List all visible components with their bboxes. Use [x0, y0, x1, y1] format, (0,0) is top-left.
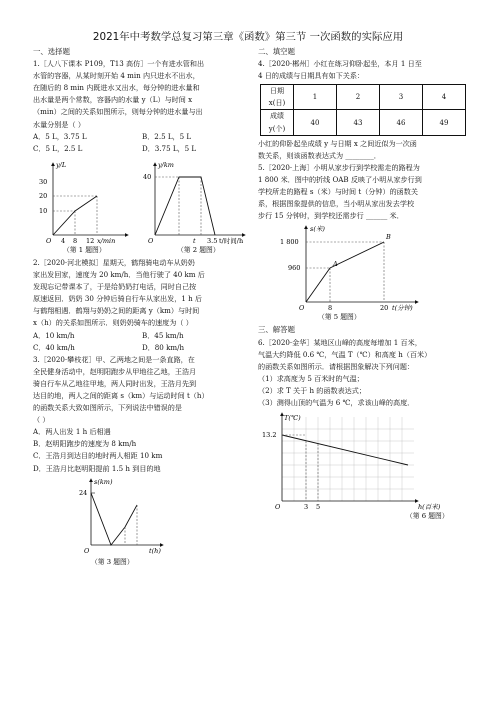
fig1-caption: （第 1 题图） [63, 245, 106, 253]
fig5-x-tick: 8 [328, 304, 333, 313]
fig6-y-label: T(℃) [284, 414, 301, 423]
table-cell: 4 [423, 85, 466, 110]
table-cell: 1 [294, 85, 337, 110]
fig5-x-tick: 20 [380, 304, 389, 313]
section-answer-heading: 三、解答题 [258, 325, 295, 335]
option-b: B．赵明阳跑步的速度为 8 km/h [33, 439, 137, 449]
fig5-x-label: t(分钟) [392, 304, 413, 313]
table-cell: 日期 x(日) [261, 85, 294, 110]
q5-line: 1 800 米．图中的折线 OAB 反映了小明从家步行到 [258, 174, 422, 184]
question-3 [33, 354, 251, 475]
q3-line: 3.［2020·攀枝花］甲、乙两地之间是一条直路，在 [33, 354, 195, 364]
fig5-origin: O [299, 304, 305, 313]
fig2-x-tick: 3.5 [207, 236, 218, 245]
fig5-point-b: B [386, 233, 391, 242]
figure-3 [33, 475, 251, 567]
fig6-origin: O [275, 503, 281, 512]
option-a: A．5 L，3.75 L [33, 131, 87, 141]
option-d: D．王浩月比赵明阳提前 1.5 h 到目的地 [33, 463, 161, 473]
q6-line: 的函数关系如图所示．请根据图象解决下列问题： [258, 361, 415, 371]
section-choice-heading: 一、选择题 [33, 47, 70, 56]
fig5-y-label: s(米) [310, 225, 325, 234]
q1-options-row [33, 143, 251, 155]
fig6-y-tick: 13.2 [262, 431, 277, 440]
fig3-y-tick: 24 [79, 488, 88, 497]
q5-line: 5.［2020·上海］小明从家步行到学校需走的路程为 [258, 162, 420, 172]
q4-data-table [260, 84, 466, 135]
option-a: A．两人出发 1 h 后相遇 [33, 427, 111, 437]
q4-line: 小红的仰卧起坐成绩 y 与日期 x 之间近似为一次函 [258, 138, 417, 148]
q5-line: 步行 15 分钟时，到学校还需步行 ______ 米． [258, 211, 404, 221]
q2-line: 原速返回．奶奶 30 分钟后骑自行车从家出发，1 h 后 [33, 294, 203, 304]
q1-line: 出水量是两个常数，容器内的水量 y（L）与时间 x [33, 95, 193, 105]
q2-line: 家出发回家，速度为 20 km/h．当他行驶了 40 km 后 [33, 270, 205, 280]
figure-5 [258, 222, 466, 320]
question-5 [258, 162, 466, 222]
q2-line: 2.［2020·河北模拟］星期天，鹤翔骑电动车从奶奶 [33, 257, 195, 267]
question-2 [33, 257, 251, 354]
q2-options-row [33, 330, 251, 342]
q3-line: 全民健身活动中，赵明阳跑步从甲地往乙地，王浩月 [33, 366, 197, 376]
option-d: D．3.75 L，5 L [142, 143, 197, 153]
fig1-x-label: x/min [97, 236, 116, 245]
section-fill-heading: 二、填空题 [258, 47, 295, 56]
fig1-y-label: y/L [56, 160, 67, 169]
table-cell: 40 [294, 110, 337, 135]
fig5-caption: （第 5 题图） [318, 313, 361, 321]
option-b: B．45 km/h [142, 330, 184, 340]
table-cell: 49 [423, 110, 466, 135]
q1-line: 1.［人八下课本 P109，T13 高仿］一个有进水管和出 [33, 59, 205, 69]
table-row [261, 110, 466, 135]
q3-line: 骑自行车从乙地往甲地，两人同时出发，王浩月先到 [33, 378, 197, 388]
fig6-x-label: h(百米) [418, 503, 441, 512]
figure-6 [258, 409, 466, 519]
doc-title: 2021年中考数学总复习第三章《函数》第三节 一次函数的实际应用 [92, 31, 404, 43]
fig6-caption: （第 6 题图） [406, 512, 449, 520]
q1-line: 水管的容器，从某时刻开始 4 min 内只进水不出水， [33, 71, 200, 81]
q6-line: （1）求高度为 5 百米时的气温； [258, 373, 364, 383]
figure-1 [39, 161, 128, 253]
fig5-point-a: A [333, 260, 338, 269]
fig3-x-label: t(h) [149, 546, 161, 555]
table-cell: 2 [337, 85, 380, 110]
q6-line: 6.［2020·金华］某地区山峰的高度每增加 1 百米， [258, 337, 422, 347]
q4-line: 数关系，则该函数表达式为 ________． [258, 150, 381, 160]
fig1-y-tick: 30 [39, 177, 48, 186]
option-b: B．2.5 L，5 L [142, 131, 192, 141]
fig2-x-tick-t: t [193, 236, 196, 245]
fig6-x-tick: 3 [304, 503, 309, 512]
fig6-grid [282, 417, 414, 501]
figures-1-2 [33, 155, 251, 253]
table-cell: 成绩 y(个) [261, 110, 294, 135]
left-column [33, 46, 251, 571]
q5-line: 系，根据图象提供的信息，当小明从家出发去学校 [258, 199, 415, 209]
fig2-x-label: t/时间/h [219, 236, 244, 245]
fig1-y-tick: 20 [39, 191, 48, 200]
table-cell: 43 [337, 110, 380, 135]
fig2-y-tick: 40 [143, 172, 152, 181]
fig3-origin: O [84, 546, 90, 555]
q3-line: 达目的地，两人之间的距离 s（km）与运动时间 t（h） [33, 390, 209, 400]
table-cell: 46 [380, 110, 423, 135]
q4-line: 4.［2020·郴州］小红在练习仰卧起坐，本月 1 日至 [258, 59, 422, 69]
q6-line: （3）测得山顶的气温为 6 ℃，求该山峰的高度． [258, 397, 415, 407]
q3-line: （ ） [33, 415, 50, 425]
option-c: C．40 km/h [33, 342, 75, 352]
option-c: C．5 L，2.5 L [33, 143, 83, 153]
table-row [261, 85, 466, 110]
q1-options-row [33, 131, 251, 143]
q2-options-row [33, 342, 251, 354]
question-1 [33, 58, 251, 155]
q1-line: 在随后的 8 min 内既进水又出水，每分钟的进水量和 [33, 83, 200, 93]
fig5-y-tick: 960 [288, 264, 301, 273]
q3-line: 的函数关系大致如图所示，下列说法中错误的是 [33, 403, 182, 413]
fig5-y-tick: 1 800 [280, 238, 299, 247]
q1-line: 水量分别是（ ） [33, 119, 85, 129]
fig3-caption: （第 3 题图） [91, 557, 134, 566]
option-c: C．王浩月到达目的地时两人相距 10 km [33, 451, 163, 461]
q2-line: x（h）的关系如图所示．则奶奶骑车的速度为（ ） [33, 318, 193, 328]
q4-line: 4 日的成绩与日期具有如下关系： [258, 71, 365, 81]
option-a: A．10 km/h [33, 330, 75, 340]
q5-line: 学校所走的路程 s（米）与时间 t（分钟）的函数关 [258, 187, 418, 197]
fig1-x-tick: 4 [61, 236, 66, 245]
table-cell: 3 [380, 85, 423, 110]
q6-line: 气温大约降低 0.6 ℃，气温 T（℃）和高度 h（百米） [258, 349, 432, 359]
option-d: D．80 km/h [142, 342, 185, 352]
fig2-origin: O [148, 236, 154, 245]
fig1-origin: O [46, 236, 52, 245]
right-column [258, 46, 466, 523]
fig2-y-label: y/km [158, 160, 174, 169]
question-4 [258, 58, 466, 162]
fig3-y-label: s(km) [94, 477, 113, 486]
q2-line: 与鹤翔相遇．鹤翔与奶奶之间的距离 y（km）与时间 [33, 306, 200, 316]
fig1-y-tick: 10 [39, 206, 48, 215]
fig2-caption: （第 2 题图） [177, 245, 220, 253]
q1-line: （min）之间的关系如图所示，则每分钟的进水量与出 [33, 107, 203, 117]
fig1-x-tick: 12 [86, 236, 95, 245]
fig1-x-tick: 8 [73, 236, 78, 245]
q6-line: （2）求 T 关于 h 的函数表达式； [258, 385, 366, 395]
figure-2 [143, 161, 245, 253]
fig6-x-tick: 5 [316, 503, 321, 512]
question-6 [258, 337, 466, 410]
q2-line: 发现忘记带课本了，于是给奶奶打电话，同时自己按 [33, 282, 197, 292]
